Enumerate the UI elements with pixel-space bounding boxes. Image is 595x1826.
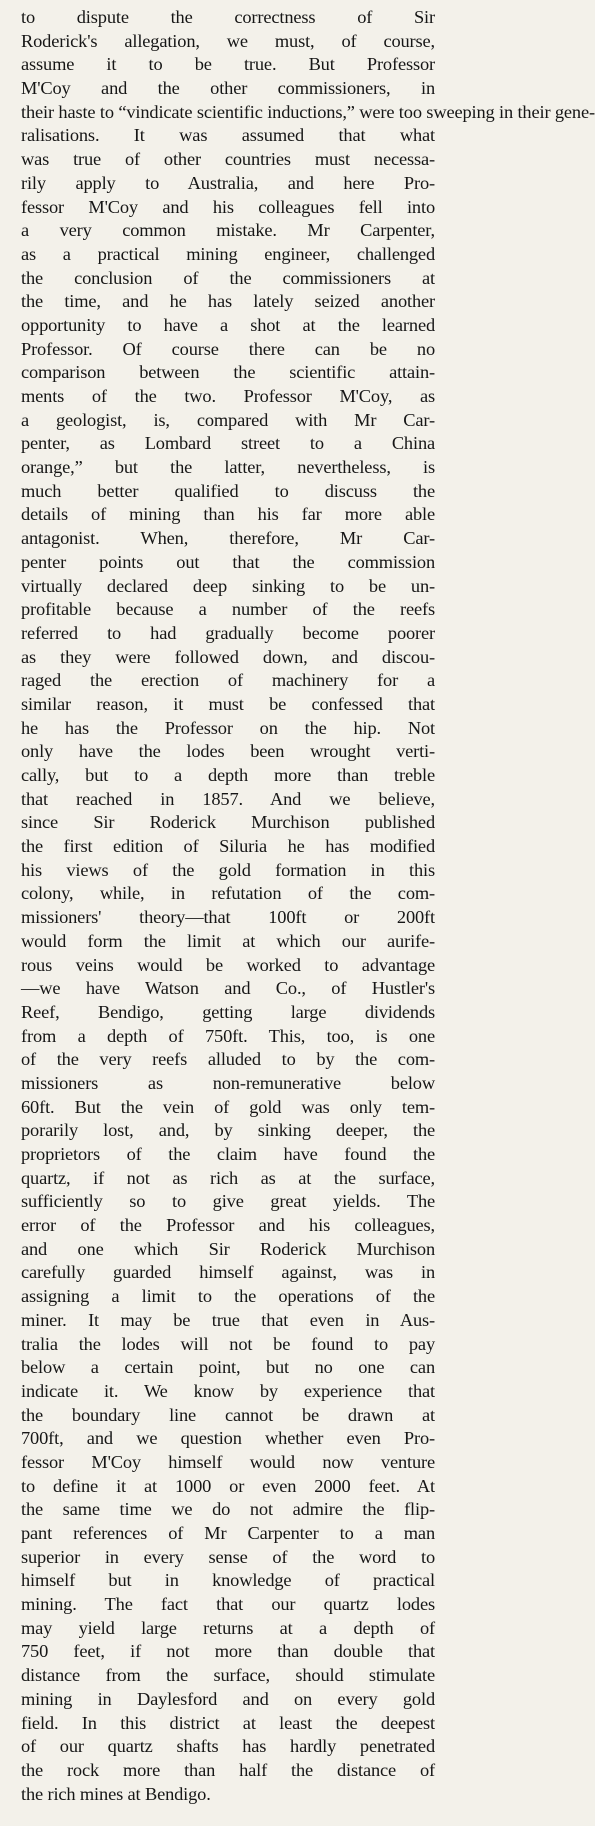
text-line: their haste to “vindicate scientific inductions,” were too sweeping in their gene- [21, 101, 595, 122]
text-line: may yield large returns at a depth of [21, 1617, 435, 1638]
text-line: porarily lost, and, by sinking deeper, the [21, 1120, 435, 1141]
text-line: rily apply to Australia, and here Pro- [21, 172, 435, 193]
text-line: antagonist. When, therefore, Mr Car- [21, 528, 435, 549]
text-line: distance from the surface, should stimulate [21, 1665, 435, 1686]
text-line: Roderick's allegation, we must, of course, [21, 30, 435, 51]
text-line: field. In this district at least the deepest [21, 1712, 435, 1733]
text-line: Reef, Bendigo, getting large dividends [21, 1001, 435, 1022]
text-line: mining in Daylesford and on every gold [21, 1688, 435, 1709]
text-line: assume it to be true. But Professor [21, 54, 435, 75]
text-line: as they were followed down, and discou- [21, 646, 435, 667]
text-line: orange,” but the latter, nevertheless, is [21, 457, 435, 478]
text-line: referred to had gradually become poorer [21, 622, 435, 643]
text-line: assigning a limit to the operations of the [21, 1286, 435, 1307]
text-line: indicate it. We know by experience that [21, 1380, 435, 1401]
text-line: much better qualified to discuss the [21, 480, 435, 501]
text-line: ralisations. It was assumed that what [21, 125, 435, 146]
text-line: penter points out that the commission [21, 551, 435, 572]
text-line: superior in every sense of the word to [21, 1546, 435, 1567]
text-line: only have the lodes been wrought verti- [21, 741, 435, 762]
text-line: missioners' theory—that 100ft or 200ft [21, 907, 435, 928]
text-line: he has the Professor on the hip. Not [21, 717, 435, 738]
text-line: comparison between the scientific attain- [21, 362, 435, 383]
text-line: ments of the two. Professor M'Coy, as [21, 386, 435, 406]
text-line: raged the erection of machinery for a [21, 670, 435, 691]
text-line: of the very reefs alluded to by the com- [21, 1049, 435, 1070]
text-line: profitable because a number of the reefs [21, 599, 435, 620]
text-line: —we have Watson and Co., of Hustler's [21, 978, 435, 999]
text-line: virtually declared deep sinking to be un- [21, 575, 435, 596]
text-line: 60ft. But the vein of gold was only tem- [21, 1096, 435, 1117]
text-line: as a practical mining engineer, challenged [21, 243, 435, 264]
text-line: pant references of Mr Carpenter to a man [21, 1523, 435, 1543]
text-line: himself but in knowledge of practical [21, 1570, 435, 1591]
text-line: below a certain point, but no one can [21, 1357, 435, 1378]
text-line: the rich mines at Bendigo. [21, 1783, 211, 1804]
text-line: a very common mistake. Mr Carpenter, [21, 220, 435, 241]
text-line: quartz, if not as rich as at the surface, [21, 1167, 435, 1188]
text-line: rous veins would be worked to advantage [21, 954, 435, 975]
text-line: a geologist, is, compared with Mr Car- [21, 409, 435, 430]
text-line: mining. The fact that our quartz lodes [21, 1594, 435, 1615]
text-line: was true of other countries must necessa- [21, 149, 435, 170]
text-line: carefully guarded himself against, was in [21, 1262, 435, 1283]
text-line: to define it at 1000 or even 2000 feet. At [21, 1475, 435, 1496]
text-line: 750 feet, if not more than double that [21, 1641, 435, 1662]
text-line: M'Coy and the other commissioners, in [21, 78, 435, 99]
text-line: would form the limit at which our aurife- [21, 930, 435, 951]
text-line: since Sir Roderick Murchison published [21, 812, 435, 833]
text-line: tralia the lodes will not be found to pay [21, 1333, 435, 1354]
text-line: fessor M'Coy himself would now venture [21, 1451, 435, 1472]
text-line: and one which Sir Roderick Murchison [21, 1238, 435, 1259]
text-line: of our quartz shafts has hardly penetrated [21, 1736, 435, 1757]
text-line: the conclusion of the commissioners at [21, 267, 435, 288]
text-line: miner. It may be true that even in Aus- [21, 1309, 435, 1330]
text-line: Professor. Of course there can be no [21, 338, 435, 359]
text-line: his views of the gold formation in this [21, 859, 435, 880]
text-line: the first edition of Siluria he has modified [21, 836, 435, 857]
text-line: to dispute the correctness of Sir [21, 7, 435, 27]
text-line: sufficiently so to give great yields. The [21, 1191, 435, 1212]
text-line: similar reason, it must be confessed that [21, 693, 435, 714]
text-line: the time, and he has lately seized another [21, 291, 435, 312]
text-line: the same time we do not admire the flip- [21, 1499, 435, 1520]
text-line: fessor M'Coy and his colleagues fell into [21, 196, 435, 217]
text-line: opportunity to have a shot at the learned [21, 314, 435, 335]
text-line: colony, while, in refutation of the com- [21, 883, 435, 904]
text-line: the boundary line cannot be drawn at [21, 1404, 435, 1425]
text-line: error of the Professor and his colleagues, [21, 1215, 435, 1236]
text-line: cally, but to a depth more than treble [21, 765, 435, 785]
text-line: missioners as non-remunerative below [21, 1072, 435, 1093]
text-line: penter, as Lombard street to a China [21, 433, 435, 454]
text-line: the rock more than half the distance of [21, 1759, 435, 1780]
text-line: 700ft, and we question whether even Pro- [21, 1428, 435, 1449]
text-line: from a depth of 750ft. This, too, is one [21, 1025, 435, 1046]
article-text [21, 6, 595, 1806]
text-line: details of mining than his far more able [21, 504, 435, 525]
text-line: that reached in 1857. And we believe, [21, 788, 435, 809]
text-line: proprietors of the claim have found the [21, 1144, 435, 1164]
